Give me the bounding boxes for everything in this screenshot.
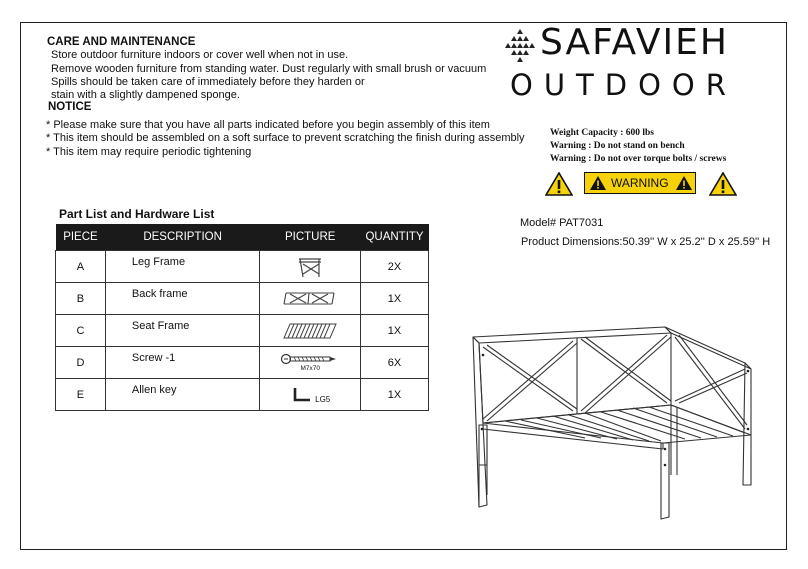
header-piece: PIECE: [56, 224, 106, 251]
description-cell: Screw -1: [105, 347, 259, 379]
notice-line-2: * This item should be assembled on a soft surface to prevent scratching the finish during assembly: [46, 132, 525, 144]
warning-stand: Warning : Do not stand on bench: [550, 141, 685, 151]
picture-cell: [260, 283, 361, 315]
brand-logo-icon: [503, 28, 537, 62]
warning-triangle-small-icon: [589, 175, 607, 191]
warning-triangle-icon: [545, 172, 573, 196]
description-cell: Allen key: [105, 379, 259, 411]
table-row: [56, 347, 429, 379]
warning-banner-label: WARNING: [611, 176, 669, 190]
model-number: Model# PAT7031: [520, 217, 604, 229]
quantity-cell: 1X: [361, 315, 429, 347]
table-row: [56, 379, 429, 411]
leg-frame-icon: [295, 256, 325, 278]
brand-name: SAFAVIEH: [540, 22, 729, 63]
warning-banner: [584, 172, 696, 194]
description-cell: Seat Frame: [105, 315, 259, 347]
care-line-4: stain with a slightly dampened sponge.: [51, 89, 240, 101]
parts-header-row: [56, 224, 429, 251]
piece-cell: B: [56, 283, 106, 315]
description-cell: Leg Frame: [105, 251, 259, 283]
quantity-cell: 2X: [361, 251, 429, 283]
allen-key-icon: [290, 386, 312, 404]
seat-frame-icon: [282, 321, 338, 341]
quantity-cell: 6X: [361, 347, 429, 379]
screw-size-label: M7x70: [300, 365, 320, 372]
table-row: [56, 315, 429, 347]
care-line-2: Remove wooden furniture from standing water. Dust regularly with small brush or vacuum: [51, 63, 487, 75]
picture-cell: [260, 251, 361, 283]
description-cell: Back frame: [105, 283, 259, 315]
picture-cell: [260, 379, 361, 411]
piece-cell: D: [56, 347, 106, 379]
quantity-cell: 1X: [361, 283, 429, 315]
warning-torque: Warning : Do not over torque bolts / screws: [550, 154, 727, 164]
header-quantity: QUANTITY: [361, 224, 429, 251]
care-line-1: Store outdoor furniture indoors or cover well when not in use.: [51, 49, 349, 61]
piece-cell: E: [56, 379, 106, 411]
warning-triangle-icon: [709, 172, 737, 196]
piece-cell: C: [56, 315, 106, 347]
picture-cell: [260, 347, 361, 379]
care-line-3: Spills should be taken care of immediately before they harden or: [51, 76, 365, 88]
notice-line-3: * This item may require periodic tightening: [46, 146, 252, 158]
parts-table: [55, 224, 429, 411]
screw-icon: [280, 353, 340, 365]
warning-triangle-small-icon: [675, 175, 693, 191]
picture-cell: [260, 315, 361, 347]
piece-cell: A: [56, 251, 106, 283]
product-dimensions: Product Dimensions:50.39'' W x 25.2'' D x 25.59'' H: [521, 236, 771, 248]
allen-key-size-label: LG5: [315, 394, 331, 404]
notice-line-1: * Please make sure that you have all parts indicated before you begin assembly of this item: [46, 119, 490, 131]
quantity-cell: 1X: [361, 379, 429, 411]
bench-illustration: [465, 325, 765, 525]
care-heading: CARE AND MAINTENANCE: [47, 36, 196, 48]
weight-capacity: Weight Capacity : 600 lbs: [550, 128, 654, 138]
brand-sub: OUTDOOR: [510, 68, 737, 102]
notice-heading: NOTICE: [48, 101, 92, 113]
table-row: [56, 251, 429, 283]
header-description: DESCRIPTION: [105, 224, 259, 251]
back-frame-icon: [282, 289, 338, 309]
parts-title: Part List and Hardware List: [59, 207, 215, 221]
header-picture: PICTURE: [260, 224, 361, 251]
table-row: [56, 283, 429, 315]
